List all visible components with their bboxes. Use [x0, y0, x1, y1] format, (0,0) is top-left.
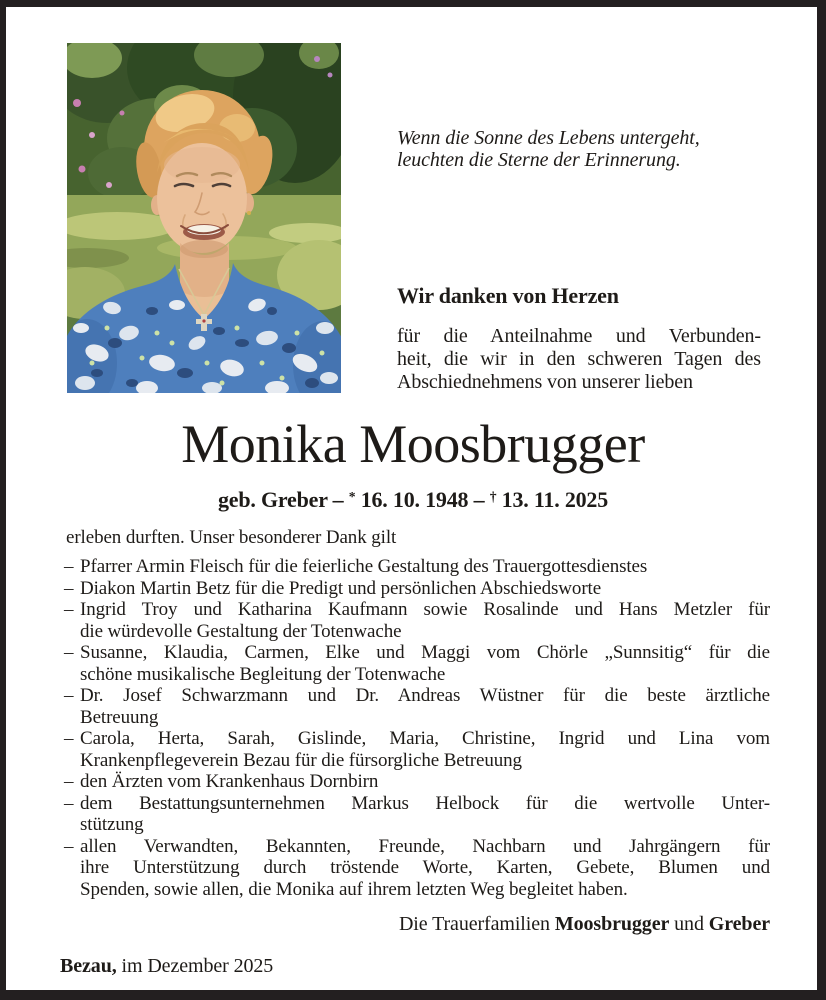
- list-item: [64, 836, 770, 901]
- list-dash: –: [64, 685, 74, 706]
- thanks-paragraph: [397, 325, 761, 394]
- thanks-paragraph-line-1: für die Anteilnahme und Verbunden-: [397, 325, 761, 347]
- list-item: [64, 556, 770, 578]
- list-dash: –: [64, 577, 74, 599]
- list-dash: –: [64, 728, 74, 749]
- thanks-paragraph-line-2: heit, die wir in den schweren Tagen des: [397, 348, 761, 370]
- birth-star-symbol: *: [348, 489, 356, 504]
- item-line: stützung: [80, 814, 144, 835]
- item-line: den Ärzten vom Krankenhaus Dornbirn: [80, 771, 379, 792]
- item-line: ihre Unterstützung durch tröstende Worte, Karten, Gebete, Blumen und: [80, 857, 770, 878]
- birth-date: 16. 10. 1948 –: [355, 487, 490, 513]
- item-line: die würdevolle Gestaltung der Totenwache: [80, 620, 402, 642]
- death-date: 13. 11. 2025: [496, 487, 609, 513]
- item-line: Susanne, Klaudia, Carmen, Elke und Maggi vom Chörle „Sunnsitig“ für die: [80, 642, 770, 663]
- list-dash: –: [64, 642, 74, 663]
- portrait-photo: [67, 43, 341, 393]
- list-dash: –: [64, 792, 74, 814]
- right-column: [397, 43, 761, 394]
- death-cross-symbol: †: [489, 489, 497, 504]
- list-dash: –: [64, 835, 74, 857]
- quote-line-1: Wenn die Sonne des Lebens untergeht,: [397, 127, 700, 149]
- date-text: im Dezember 2025: [116, 955, 274, 977]
- thanks-heading: Wir danken von Herzen: [397, 283, 619, 308]
- list-item: [64, 578, 770, 600]
- item-line: Betreuung: [80, 706, 159, 728]
- list-item: [64, 728, 770, 771]
- item-line: Spenden, sowie allen, die Monika auf ihrem letzten Weg begleitet haben.: [80, 878, 628, 900]
- deceased-dates: [60, 483, 766, 513]
- acknowledgement-intro: erleben durften. Unser besonderer Dank gilt: [66, 527, 397, 548]
- list-dash: –: [64, 556, 74, 577]
- list-item: [64, 642, 770, 685]
- item-line: Ingrid Troy und Katharina Kaufmann sowie Rosalinde und Hans Metzler für: [80, 599, 770, 620]
- list-item: [64, 685, 770, 728]
- acknowledgement-list: [64, 556, 770, 900]
- list-item: [64, 599, 770, 642]
- portrait-photo-illustration: [67, 43, 341, 393]
- place-date-line: [60, 954, 766, 978]
- maiden-name: geb. Greber –: [217, 487, 349, 513]
- list-item: [64, 771, 770, 793]
- item-line: schöne musikalische Begleitung der Totenwache: [80, 663, 446, 685]
- item-line: Carola, Herta, Sarah, Gislinde, Maria, Christine, Ingrid und Lina vom: [80, 728, 770, 749]
- item-line: Dr. Josef Schwarzmann und Dr. Andreas Wüstner für die beste ärztliche: [80, 685, 770, 706]
- closing-families: [64, 912, 770, 936]
- place-name: Bezau,: [60, 955, 117, 977]
- notice-paper: [6, 7, 817, 990]
- thanks-paragraph-line-3: Abschiednehmens von unserer lieben: [397, 371, 693, 393]
- family-name-moosbrugger: Moosbrugger: [554, 913, 670, 935]
- family-name-greber: Greber: [708, 913, 770, 935]
- item-line: Pfarrer Armin Fleisch für die feierliche Gestaltung des Trauergottesdienstes: [80, 556, 648, 577]
- item-line: Diakon Martin Betz für die Predigt und persönlichen Abschiedsworte: [80, 577, 602, 599]
- item-line: dem Bestattungsunternehmen Markus Helbock für die wertvolle Unter-: [80, 792, 770, 814]
- quote-line-2: leuchten die Sterne der Erinnerung.: [397, 149, 681, 171]
- deceased-name: Monika Moosbrugger: [181, 414, 645, 474]
- closing-conjunction: und: [669, 913, 709, 935]
- memorial-quote: [397, 127, 761, 171]
- closing-prefix: Die Trauerfamilien: [398, 913, 555, 935]
- list-dash: –: [64, 771, 74, 792]
- item-line: Krankenpflegeverein Bezau für die fürsorgliche Betreuung: [80, 749, 522, 771]
- list-item: [64, 793, 770, 836]
- item-line: allen Verwandten, Bekannten, Freunde, Nachbarn und Jahrgängern für: [80, 835, 770, 857]
- list-dash: –: [64, 599, 74, 620]
